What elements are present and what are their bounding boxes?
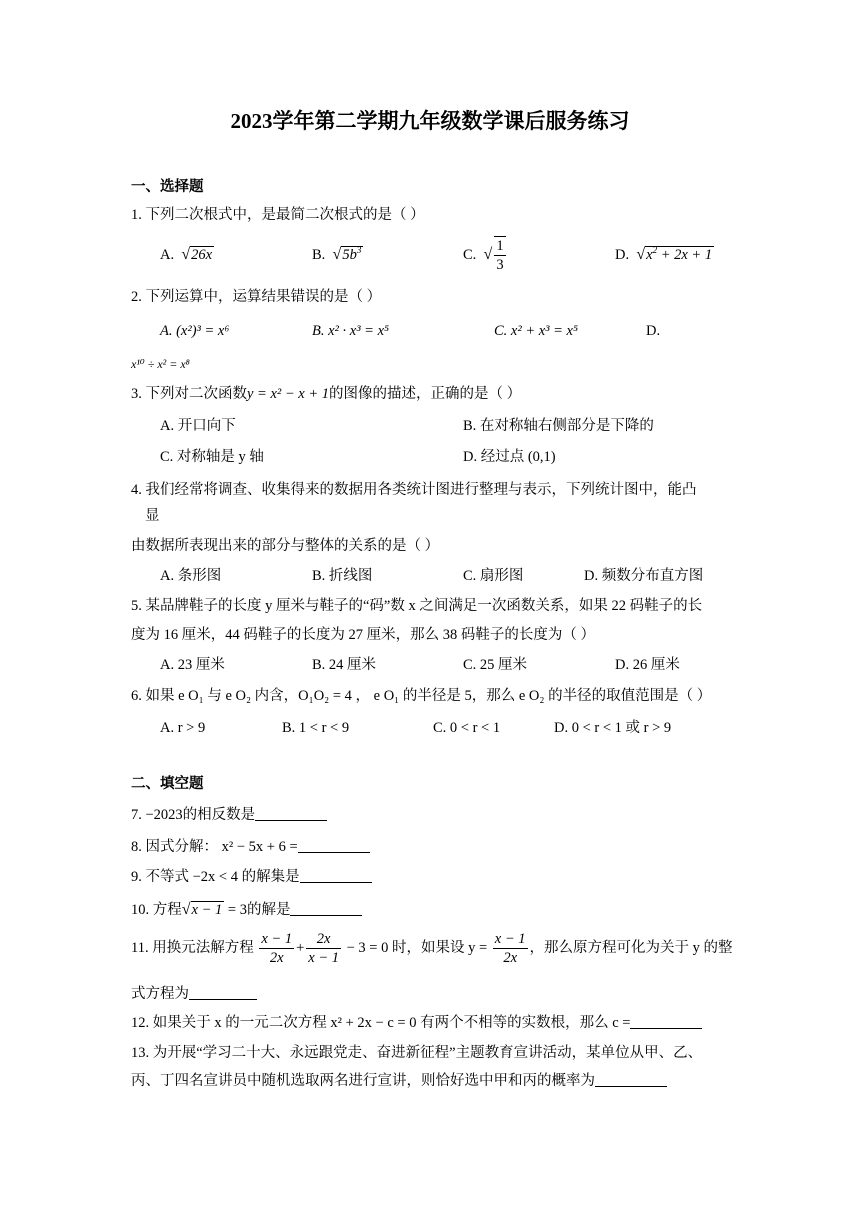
question-11-line2: 式方程为 [131, 984, 257, 1004]
question-12: 12. 如果关于 x 的一元二次方程 x² + 2x − c = 0 有两个不相等的实数根，那么 c = [131, 1013, 702, 1033]
question-4-option-b: B. 折线图 [312, 568, 373, 584]
question-1-stem: 1. 下列二次根式中，是最简二次根式的是（ ） [131, 207, 425, 223]
question-1-option-b: B. $√5b^3$ [312, 245, 362, 263]
answer-blank[interactable] [290, 901, 362, 916]
question-11-line1: 11. 用换元法解方程 $\frac{x - 1}{2x}$ + $\frac{2x}{x - 1}$ − 3 = 0 时，如果设 y = $\frac{x - 1}{2x}$ ，那么原方程可化为关于 y 的整 [131, 931, 733, 967]
question-5-stem-line1: 5. 某品牌鞋子的长度 y 厘米与鞋子的“码”数 x 之间满足一次函数关系，如果 22 码鞋子的长 [131, 598, 703, 614]
question-6-option-a: A. r > 9 [160, 720, 206, 736]
question-5-stem-line2: 度为 16 厘米，44 码鞋子的长度为 27 厘米，那么 38 码鞋子的长度为（ ） [131, 627, 595, 643]
question-5-option-c: C. 25 厘米 [463, 657, 528, 673]
answer-blank[interactable] [255, 806, 327, 821]
question-8: 8. 因式分解： x² − 5x + 6 = [131, 837, 370, 857]
question-10: 10. 方程√x − 1 = 3的解是 [131, 900, 362, 920]
answer-blank[interactable] [300, 868, 372, 883]
question-1-option-d: D. $√x^2 + 2x + 1$ [615, 245, 713, 263]
section-heading-choice: 一、选择题 [131, 179, 204, 195]
question-2-stem: 2. 下列运算中，运算结果错误的是（ ） [131, 289, 382, 305]
question-13-line2: 丙、丁四名宣讲员中随机选取两名进行宣讲，则恰好选中甲和丙的概率为 [131, 1071, 667, 1091]
question-3-option-d: D. 经过点 (0,1) [463, 449, 556, 465]
answer-blank[interactable] [595, 1072, 667, 1087]
question-6-option-b: B. 1 < r < 9 [282, 720, 350, 736]
question-5-option-a: A. 23 厘米 [160, 657, 225, 673]
answer-blank[interactable] [630, 1014, 702, 1029]
question-3-option-b: B. 在对称轴右侧部分是下降的 [463, 418, 654, 434]
question-4-option-c: C. 扇形图 [463, 568, 524, 584]
answer-blank[interactable] [189, 985, 257, 1000]
question-2-option-a: A. (x²)³ = x⁶ [160, 323, 230, 339]
question-4-stem-line2: 显 [145, 508, 160, 524]
question-3-option-a: A. 开口向下 [160, 418, 236, 434]
question-6-stem: 6. 如果 e O₁ 与 e O₂ 内含，O₁O₂ = 4 ， e O₁ 的半径是 5，那么 e O₂ 的半径的取值范围是（ ） [131, 688, 712, 704]
question-1-option-c: C. √ $\frac{1}{3}$ [463, 238, 504, 273]
question-6-option-c: C. 0 < r < 1 [433, 720, 501, 736]
question-3-stem: 3. 下列对二次函数y = x² − x + 1的图像的描述，正确的是（ ） [131, 386, 522, 402]
question-1-option-a: A. √26x [160, 246, 213, 263]
question-4-stem-line1: 4. 我们经常将调查、收集得来的数据用各类统计图进行整理与表示，下列统计图中，能凸 [131, 482, 697, 498]
answer-blank[interactable] [298, 838, 370, 853]
question-2-option-b: B. x² · x³ = x⁵ [312, 323, 390, 339]
question-4-option-a: A. 条形图 [160, 568, 222, 584]
question-9: 9. 不等式 −2x < 4 的解集是 [131, 867, 372, 887]
question-6-option-d: D. 0 < r < 1 或 r > 9 [554, 720, 672, 736]
question-13-line1: 13. 为开展“学习二十大、永远跟党走、奋进新征程”主题教育宣讲活动，某单位从甲、乙、 [131, 1045, 703, 1061]
question-3-option-c: C. 对称轴是 y 轴 [160, 449, 264, 465]
section-heading-fill: 二、填空题 [131, 776, 204, 792]
question-7: 7. −2023的相反数是 [131, 805, 327, 825]
question-2-option-d-label: D. [646, 323, 661, 339]
question-4-stem-line3: 由数据所表现出来的部分与整体的关系的是（ ） [131, 538, 440, 554]
question-5-option-b: B. 24 厘米 [312, 657, 377, 673]
question-2-option-c: C. x² + x³ = x⁵ [494, 323, 579, 339]
question-4-option-d: D. 频数分布直方图 [584, 568, 704, 584]
page-title: 2023学年第二学期九年级数学课后服务练习 [230, 109, 630, 133]
question-2-option-d-expr: x¹⁰ ÷ x² = x⁸ [131, 357, 190, 371]
question-5-option-d: D. 26 厘米 [615, 657, 680, 673]
